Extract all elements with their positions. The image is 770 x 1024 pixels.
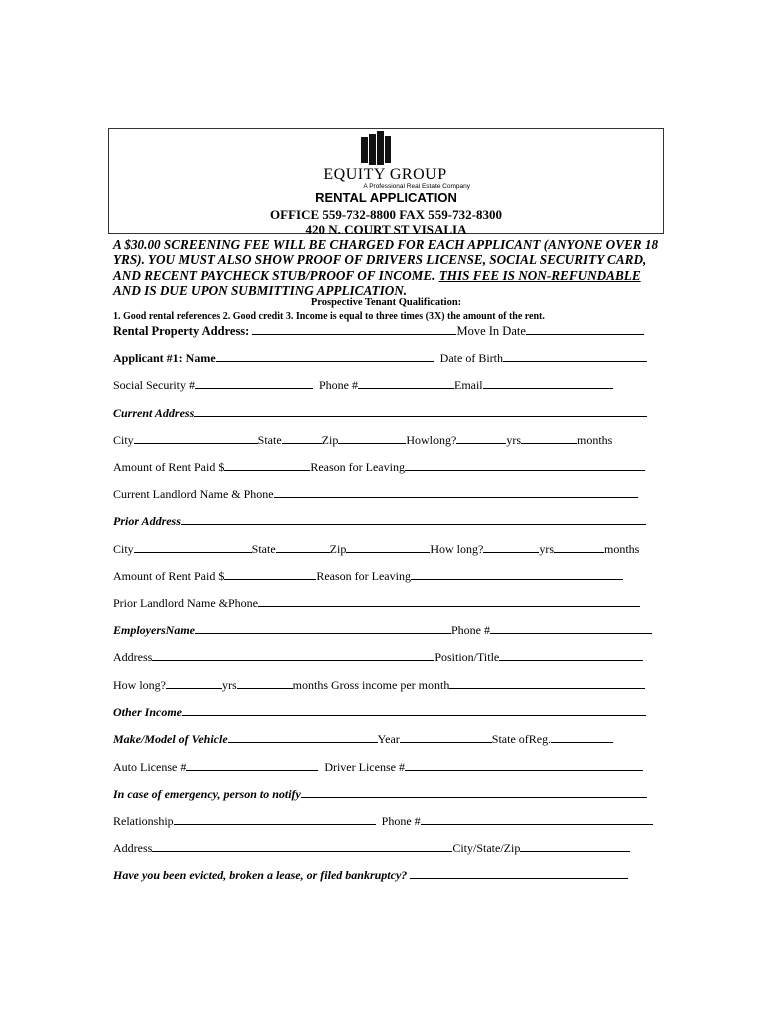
label-gross-income: months Gross income per month	[292, 678, 450, 692]
label-how-long: How long?	[430, 542, 484, 556]
employer-phone-field[interactable]	[490, 621, 652, 634]
driver-license-field[interactable]	[405, 758, 643, 771]
label-amount-rent-paid: Amount of Rent Paid $	[113, 460, 225, 474]
zip-field[interactable]	[338, 431, 406, 444]
label-driver-license: Driver License #	[324, 760, 405, 774]
label-vehicle: Make/Model of Vehicle	[113, 732, 228, 746]
label-yrs: yrs	[222, 678, 237, 692]
employer-name-field[interactable]	[195, 621, 451, 634]
eviction-answer-field[interactable]	[410, 866, 628, 879]
date-of-birth-field[interactable]	[503, 349, 647, 362]
rental-property-row: Rental Property Address: Move In Date	[113, 322, 644, 339]
gross-income-field[interactable]	[449, 676, 645, 689]
prior-city-field[interactable]	[134, 540, 252, 553]
prior-address-row	[113, 512, 646, 529]
label-state: State	[257, 433, 282, 447]
howlong-years-field[interactable]	[456, 431, 506, 444]
label-city: City	[113, 433, 134, 447]
eviction-row	[113, 866, 628, 883]
label-position-title: Position/Title	[434, 650, 500, 664]
label-address: Address	[113, 841, 153, 855]
label-state-of-reg: State ofReg.	[491, 732, 552, 746]
relationship-row	[113, 812, 653, 829]
reason-for-leaving-field[interactable]	[405, 458, 645, 471]
label-evicted: Have you been evicted, broken a lease, or filed bankruptcy?	[113, 868, 408, 882]
label-months: months	[604, 542, 640, 556]
building-logo-icon	[361, 131, 391, 165]
move-in-date-field[interactable]	[526, 322, 644, 335]
current-address-field[interactable]	[194, 404, 647, 417]
label-employers-name: EmployersName	[113, 623, 195, 637]
label-move-in-date: Move In Date	[456, 324, 526, 338]
prior-reason-for-leaving-field[interactable]	[411, 567, 623, 580]
current-landlord-row	[113, 485, 638, 502]
label-email: Email	[453, 378, 483, 392]
label-howlong: Howlong?	[406, 433, 457, 447]
notice-text: A $30.00 SCREENING FEE WILL BE CHARGED FOR EACH APPLICANT (ANYONE OVER 18 YRS). YOU MUST ALSO SHOW PROOF OF DRIVERS LICENSE, SOCIAL SECURITY CARD, AND RECENT PAYCHECK STUB/PROOF OF INCOME.	[113, 237, 659, 283]
current-address-row	[113, 404, 647, 421]
rental-property-address-field[interactable]	[252, 322, 456, 335]
applicant-name-field[interactable]	[216, 349, 434, 362]
vehicle-field[interactable]	[228, 730, 378, 743]
label-rental-property-address: Rental Property Address	[113, 324, 246, 338]
employer-address-row	[113, 648, 643, 665]
license-row	[113, 758, 643, 775]
label-applicant-name: Applicant #1: Name	[113, 351, 216, 365]
office-contact: OFFICE 559-732-8800 FAX 559-732-8300	[270, 207, 502, 222]
current-city-row	[113, 431, 612, 448]
label-state: State	[251, 542, 276, 556]
current-rent-row	[113, 458, 645, 475]
state-of-reg-field[interactable]	[551, 730, 613, 743]
page-title: RENTAL APPLICATION	[315, 190, 457, 205]
ssn-row	[113, 376, 613, 393]
relationship-field[interactable]	[174, 812, 376, 825]
phone-field[interactable]	[358, 376, 454, 389]
label-emergency: In case of emergency, person to notify	[113, 787, 301, 801]
label-months: months	[577, 433, 613, 447]
label-zip: Zip	[329, 542, 347, 556]
applicant-row	[113, 349, 647, 366]
label-phone: Phone #	[451, 623, 490, 637]
vehicle-row	[113, 730, 613, 747]
employer-address-field[interactable]	[152, 648, 434, 661]
label-phone: Phone #	[318, 378, 358, 392]
label-other-income: Other Income	[113, 705, 182, 719]
email-field[interactable]	[483, 376, 613, 389]
position-title-field[interactable]	[499, 648, 643, 661]
screening-fee-notice	[113, 237, 663, 298]
company-tagline: A Professional Real Estate Company	[363, 183, 470, 190]
label-reason-for-leaving: Reason for Leaving	[316, 569, 411, 583]
prior-rent-paid-field[interactable]	[224, 567, 316, 580]
label-current-landlord: Current Landlord Name & Phone	[113, 487, 274, 501]
label-date-of-birth: Date of Birth	[439, 351, 503, 365]
employment-years-field[interactable]	[166, 676, 222, 689]
prior-landlord-row	[113, 594, 640, 611]
label-prior-address: Prior Address	[113, 514, 181, 528]
qualification-heading: Prospective Tenant Qualification:	[310, 297, 462, 308]
qualification-items: 1. Good rental references 2. Good credit 3. Income is equal to three times (3X) the amount of the rent.	[113, 311, 545, 322]
prior-zip-field[interactable]	[346, 540, 430, 553]
label-amount-rent-paid: Amount of Rent Paid $	[113, 569, 225, 583]
label-prior-landlord: Prior Landlord Name &Phone	[113, 596, 258, 610]
label-relationship: Relationship	[113, 814, 174, 828]
employment-months-field[interactable]	[237, 676, 293, 689]
office-address: 420 N. COURT ST VISALIA	[305, 222, 467, 237]
label-yrs: yrs	[506, 433, 522, 447]
vehicle-year-field[interactable]	[400, 730, 492, 743]
howlong-months-field[interactable]	[521, 431, 577, 444]
label-current-address: Current Address	[113, 406, 195, 420]
prior-landlord-field[interactable]	[258, 594, 640, 607]
label-social-security: Social Security #	[113, 378, 195, 392]
emergency-address-row	[113, 839, 630, 856]
prior-howlong-months-field[interactable]	[554, 540, 604, 553]
non-refundable-text: THIS FEE IS NON-REFUNDABLE	[438, 267, 641, 283]
current-landlord-field[interactable]	[274, 485, 638, 498]
employer-row	[113, 621, 652, 638]
label-reason-for-leaving: Reason for Leaving	[310, 460, 405, 474]
prior-city-row	[113, 540, 639, 557]
prior-state-field[interactable]	[276, 540, 330, 553]
emergency-address-field[interactable]	[152, 839, 452, 852]
notice-text-end: AND IS DUE UPON SUBMITTING APPLICATION.	[113, 282, 408, 298]
emergency-row	[113, 785, 647, 802]
other-income-field[interactable]	[182, 703, 646, 716]
prior-howlong-years-field[interactable]	[483, 540, 539, 553]
label-yrs: yrs	[539, 542, 555, 556]
label-year: Year	[377, 732, 400, 746]
emergency-phone-field[interactable]	[421, 812, 653, 825]
label-zip: Zip	[321, 433, 339, 447]
label-city: City	[113, 542, 134, 556]
prior-address-field[interactable]	[181, 512, 646, 525]
emergency-contact-field[interactable]	[301, 785, 647, 798]
label-phone: Phone #	[381, 814, 421, 828]
other-income-row	[113, 703, 646, 720]
company-name: EQUITY GROUP	[323, 166, 447, 183]
state-field[interactable]	[282, 431, 322, 444]
prior-rent-row	[113, 567, 623, 584]
label-address: Address	[113, 650, 153, 664]
city-field[interactable]	[134, 431, 258, 444]
label-how-long: How long?	[113, 678, 166, 692]
label-auto-license: Auto License #	[113, 760, 187, 774]
social-security-field[interactable]	[195, 376, 313, 389]
auto-license-field[interactable]	[186, 758, 318, 771]
emergency-city-state-zip-field[interactable]	[520, 839, 630, 852]
label-city-state-zip: City/State/Zip	[452, 841, 521, 855]
rent-paid-field[interactable]	[224, 458, 310, 471]
employment-length-row	[113, 676, 645, 693]
